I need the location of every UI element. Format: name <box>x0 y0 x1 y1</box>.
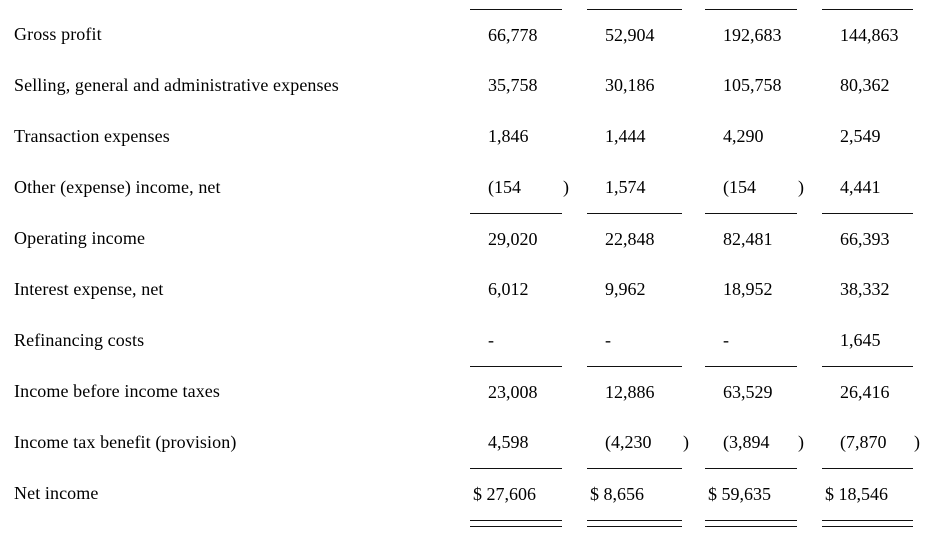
table-row-operating-income <box>14 213 950 264</box>
value-cell <box>470 315 562 366</box>
table-row-income-tax <box>14 417 950 468</box>
cell-value: 1,645 <box>840 330 881 350</box>
value-cell <box>470 111 562 162</box>
double-rule-row <box>14 520 950 528</box>
cell-value: $ 18,546 <box>825 483 888 504</box>
double-rule <box>470 520 562 527</box>
value-cell <box>705 162 804 213</box>
row-label: Income tax benefit (provision) <box>14 432 237 452</box>
cell-value: (154 <box>488 177 521 197</box>
row-label: Gross profit <box>14 24 102 44</box>
cell-value: 23,008 <box>488 381 538 402</box>
value-cell <box>705 315 797 366</box>
cell-value: - <box>605 330 611 350</box>
table-row-net-income <box>14 468 950 519</box>
value-cell <box>705 417 804 468</box>
cell-value: (4,230 <box>605 432 652 452</box>
table-row-transaction-expenses <box>14 111 950 162</box>
cell-value: 63,529 <box>723 381 773 402</box>
table-row-other-expense-income <box>14 162 950 213</box>
cell-value: 105,758 <box>723 75 782 95</box>
cell-close-paren: ) <box>798 432 804 452</box>
cell-value: 1,574 <box>605 177 646 197</box>
table-row-interest-expense <box>14 264 950 315</box>
value-cell <box>705 9 797 60</box>
value-cell <box>822 213 913 264</box>
row-label: Interest expense, net <box>14 279 164 299</box>
cell-value: 66,778 <box>488 24 538 45</box>
row-label: Net income <box>14 483 99 503</box>
cell-value: 2,549 <box>840 126 881 146</box>
value-cell <box>822 264 913 315</box>
value-cell <box>822 162 913 213</box>
double-rule <box>587 520 682 527</box>
cell-value: (7,870 <box>840 432 887 452</box>
value-cell <box>822 468 913 519</box>
value-cell <box>822 111 913 162</box>
cell-value: 4,441 <box>840 177 881 197</box>
cell-value: (154 <box>723 177 756 197</box>
cell-value: 6,012 <box>488 279 529 299</box>
cell-value: 30,186 <box>605 75 655 95</box>
cell-value: $ 59,635 <box>708 483 771 504</box>
value-cell <box>470 162 569 213</box>
cell-close-paren: ) <box>563 177 569 197</box>
cell-value: $ 27,606 <box>473 483 536 504</box>
value-cell <box>587 468 682 519</box>
cell-close-paren: ) <box>683 432 689 452</box>
value-cell <box>587 162 682 213</box>
value-cell <box>470 417 562 468</box>
value-cell <box>822 417 920 468</box>
value-cell <box>705 366 797 417</box>
value-cell <box>470 468 562 519</box>
value-cell <box>822 315 913 366</box>
cell-value: 9,962 <box>605 279 646 299</box>
cell-value: 1,444 <box>605 126 646 146</box>
value-cell <box>587 60 682 111</box>
value-cell <box>705 60 797 111</box>
value-cell <box>705 468 797 519</box>
row-label: Refinancing costs <box>14 330 145 350</box>
value-cell <box>822 60 913 111</box>
value-cell <box>705 213 797 264</box>
table-row-income-before-taxes <box>14 366 950 417</box>
cell-value: 66,393 <box>840 228 890 249</box>
value-cell <box>587 315 682 366</box>
cell-value: 80,362 <box>840 75 890 95</box>
value-cell <box>587 366 682 417</box>
cell-value: - <box>488 330 494 350</box>
value-cell <box>470 9 562 60</box>
cell-close-paren: ) <box>914 432 920 452</box>
double-rule <box>822 520 913 527</box>
cell-value: 18,952 <box>723 279 773 299</box>
table-row-sga-expenses <box>14 60 950 111</box>
cell-value: 1,846 <box>488 126 529 146</box>
row-label: Operating income <box>14 228 146 248</box>
cell-value: 12,886 <box>605 381 655 402</box>
cell-value: 4,598 <box>488 432 529 452</box>
cell-value: 38,332 <box>840 279 890 299</box>
row-label: Income before income taxes <box>14 381 221 401</box>
value-cell <box>587 213 682 264</box>
cell-value: 35,758 <box>488 75 538 95</box>
double-rule <box>705 520 797 527</box>
cell-close-paren: ) <box>798 177 804 197</box>
cell-value: 26,416 <box>840 381 890 402</box>
table-row-refinancing-costs <box>14 315 950 366</box>
value-cell <box>822 366 913 417</box>
value-cell <box>705 264 797 315</box>
cell-value: (3,894 <box>723 432 770 452</box>
row-label: Selling, general and administrative expenses <box>14 75 339 95</box>
value-cell <box>470 60 562 111</box>
cell-value: - <box>723 330 729 350</box>
cell-value: 82,481 <box>723 228 773 249</box>
value-cell <box>470 366 562 417</box>
value-cell <box>587 9 682 60</box>
row-label: Other (expense) income, net <box>14 177 221 197</box>
value-cell <box>470 264 562 315</box>
value-cell <box>705 111 797 162</box>
value-cell <box>587 264 682 315</box>
cell-value: 192,683 <box>723 24 782 45</box>
value-cell <box>587 417 689 468</box>
cell-value: 22,848 <box>605 228 655 249</box>
row-label: Transaction expenses <box>14 126 170 146</box>
value-cell <box>587 111 682 162</box>
cell-value: 144,863 <box>840 24 899 45</box>
cell-value: 4,290 <box>723 126 764 146</box>
table-row-gross-profit <box>14 9 950 60</box>
cell-value: 29,020 <box>488 228 538 249</box>
value-cell <box>470 213 562 264</box>
cell-value: $ 8,656 <box>590 483 644 504</box>
value-cell <box>822 9 913 60</box>
cell-value: 52,904 <box>605 24 655 45</box>
